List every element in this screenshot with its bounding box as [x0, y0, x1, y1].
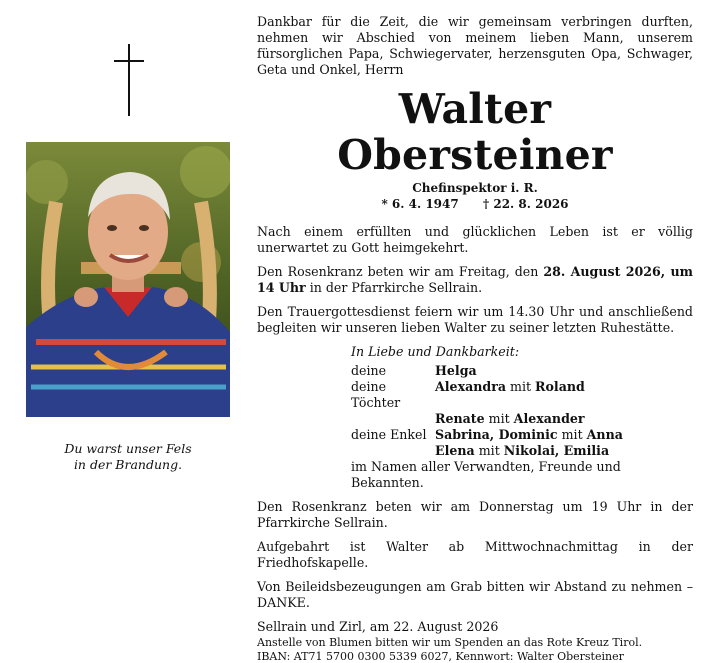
donation-note: Anstelle von Blumen bitten wir um Spenden an das Rote Kreuz Tirol.	[257, 636, 693, 650]
family-relatives: im Namen aller Verwandten, Freunde und Bekannten.	[351, 459, 693, 491]
paragraph-heimgekehrt: Nach einem erfüllten und glücklichen Leben ist er völlig unerwartet zu Gott heimgekehrt.	[257, 224, 693, 256]
intro-text: Dankbar für die Zeit, die wir gemeinsam verbringen durften, nehmen wir Abschied von meinem lieben Mann, unserem fürsorglichen Papa, Schwiegervater, herzensguten Opa, Schwager, Geta und Onkel, Herrn	[257, 14, 693, 78]
family-row-daughter-2: Renate mit Alexander	[351, 411, 693, 427]
place-date: Sellrain und Zirl, am 22. August 2026	[257, 619, 693, 635]
deceased-name: Walter Obersteiner	[257, 86, 693, 178]
deceased-title: Chefinspektor i. R.	[257, 180, 693, 196]
family-heading: In Liebe und Dankbarkeit:	[351, 344, 693, 360]
paragraph-trauergottesdienst: Den Trauergottesdienst feiern wir um 14.30 Uhr und anschließend begleiten wir unseren lieben Walter zu seiner letzten Ruhestätte.	[257, 304, 693, 336]
paragraph-aufgebahrt: Aufgebahrt ist Walter ab Mittwochnachmittag in der Friedhofskapelle.	[257, 539, 693, 571]
cross-icon	[114, 44, 144, 116]
motto	[26, 441, 230, 473]
notice-text	[257, 14, 693, 663]
family-row-grandchildren-1: deine Enkel Sabrina, Dominic mit Anna	[351, 427, 693, 443]
portrait-photo	[26, 142, 230, 417]
paragraph-rosenkranz-freitag: Den Rosenkranz beten wir am Freitag, den 28. August 2026, um 14 Uhr in der Pfarrkirche Sellrain.	[257, 264, 693, 296]
family-row-wife: deine Helga	[351, 363, 693, 379]
motto-line-2: in der Brandung.	[26, 457, 230, 473]
motto-line-1: Du warst unser Fels	[26, 441, 230, 457]
death-date: † 22. 8. 2026	[483, 197, 569, 211]
birth-date: * 6. 4. 1947	[381, 197, 458, 211]
family-list	[351, 344, 693, 491]
life-dates	[257, 196, 693, 212]
paragraph-beileid: Von Beileidsbezeugungen am Grab bitten wir Abstand zu nehmen – DANKE.	[257, 579, 693, 611]
family-row-grandchildren-2: Elena mit Nikolai, Emilia	[351, 443, 693, 459]
donation-iban: IBAN: AT71 5700 0300 5339 6027, Kennwort: Walter Obersteiner	[257, 650, 693, 663]
paragraph-rosenkranz-donnerstag: Den Rosenkranz beten wir am Donnerstag um 19 Uhr in der Pfarrkirche Sellrain.	[257, 499, 693, 531]
family-row-daughter-1: deine Töchter Alexandra mit Roland	[351, 379, 693, 411]
